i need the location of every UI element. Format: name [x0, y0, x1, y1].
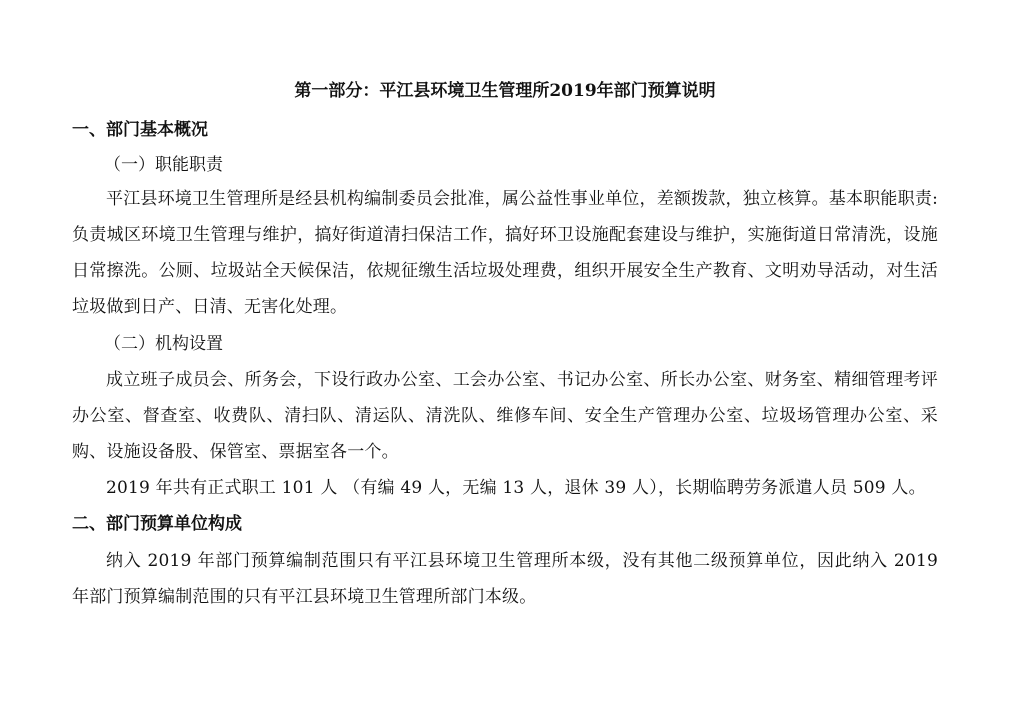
section-heading-budget-units: 二、部门预算单位构成 [72, 514, 242, 534]
paragraph-budget-units: 纳入 2019 年部门预算编制范围只有平江县环境卫生管理所本级，没有其他二级预算单位，因此纳入 2019 年部门预算编制范围的只有平江县环境卫生管理所部门本级。 [72, 551, 938, 607]
document-title: 第一部分：平江县环境卫生管理所2019年部门预算说明 [294, 81, 716, 101]
paragraph-staff-count: 2019 年共有正式职工 101 人 （有编 49 人，无编 13 人，退休 39 人），长期临聘劳务派遣人员 509 人。 [106, 478, 926, 498]
section-heading-basic-overview: 一、部门基本概况 [72, 120, 208, 140]
subheading-organization: （二）机构设置 [104, 334, 223, 354]
paragraph-organization: 成立班子成员会、所务会，下设行政办公室、工会办公室、书记办公室、所长办公室、财务室、精细管理考评办公室、督查室、收费队、清扫队、清运队、清洗队、维修车间、安全生产管理办公室、垃圾场管理办公室、采购、设施设备股、保管室、票据室各一个。 [72, 370, 938, 462]
subheading-functions: （一）职能职责 [104, 155, 223, 175]
paragraph-functions: 平江县环境卫生管理所是经县机构编制委员会批准，属公益性事业单位，差额拨款，独立核算。基本职能职责:负责城区环境卫生管理与维护，搞好街道清扫保洁工作，搞好环卫设施配套建设与维护，实施街道日常清洗，设施日常擦洗。公厕、垃圾站全天候保洁，依规征缴生活垃圾处理费，组织开展安全生产教育、文明劝导活动，对生活垃圾做到日产、日清、无害化处理。 [72, 189, 938, 317]
